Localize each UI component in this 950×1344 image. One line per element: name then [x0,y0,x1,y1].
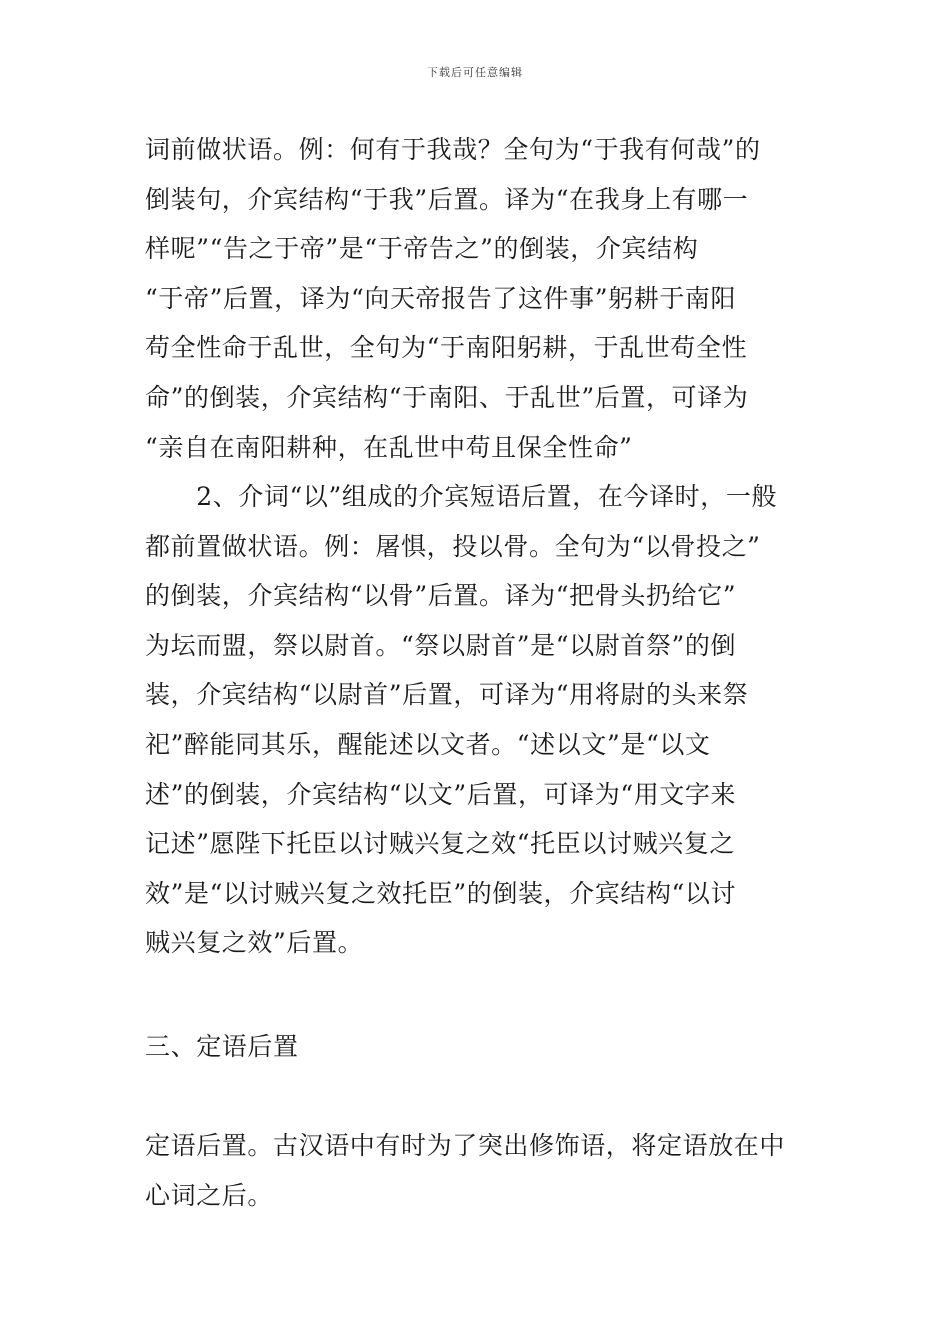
paragraph-prepositional-yu [145,125,805,472]
page-header: 下载后可任意编辑 [427,66,523,79]
text-line: 都前置做状语。例：屠惧，投以骨。全句为“以骨投之” [145,531,761,561]
paragraph-attributive-postposition [145,1121,805,1220]
text-line: 命”的倒装，介宾结构“于南阳、于乱世”后置，可译为 [145,382,749,412]
text-line: 为坛而盟，祭以尉首。“祭以尉首”是“以尉首祭”的倒 [145,630,737,660]
text-line: 定语后置。古汉语中有时为了突出修饰语，将定语放在中 [145,1131,786,1160]
text-line: 样呢”“告之于帝”是“于帝告之”的倒装，介宾结构 [145,234,699,264]
section-heading-text: 三、定语后置 [145,1032,299,1061]
text-line: 苟全性命于乱世，全句为“于南阳躬耕，于乱世苟全性 [145,333,748,363]
text-line: 词前做状语。例：何有于我哉？全句为“于我有何哉”的 [145,135,761,164]
text-line: 2、介词“以”组成的介宾短语后置，在今译时，一般 [145,482,778,511]
text-line: 效”是“以讨贼兴复之效托臣”的倒装，介宾结构“以讨 [145,878,737,908]
text-line: 的倒装，介宾结构“以骨”后置。译为“把骨头扔给它” [145,581,737,611]
text-line: 装，介宾结构“以尉首”后置，可译为“用将尉的头来祭 [145,680,749,710]
section-heading [145,1022,805,1072]
text-line: 心词之后。 [145,1180,274,1210]
paragraph-prepositional-yi [145,472,805,968]
text-line: 倒装句，介宾结构“于我”后置。译为“在我身上有哪一 [145,184,749,214]
text-line: 贼兴复之效”后置。 [145,928,364,958]
text-line: 记述”愿陛下托臣以讨贼兴复之效“托臣以讨贼兴复之 [145,829,735,859]
text-line: 述”的倒装，介宾结构“以文”后置，可译为“用文字来 [145,779,737,809]
text-line: “亲自在南阳耕种，在乱世中苟且保全性命” [145,432,633,462]
text-line: “于帝”后置，译为“向天帝报告了这件事”躬耕于南阳 [145,283,737,313]
text-line: 祀”醉能同其乐，醒能述以文者。“述以文”是“以文 [145,729,711,759]
